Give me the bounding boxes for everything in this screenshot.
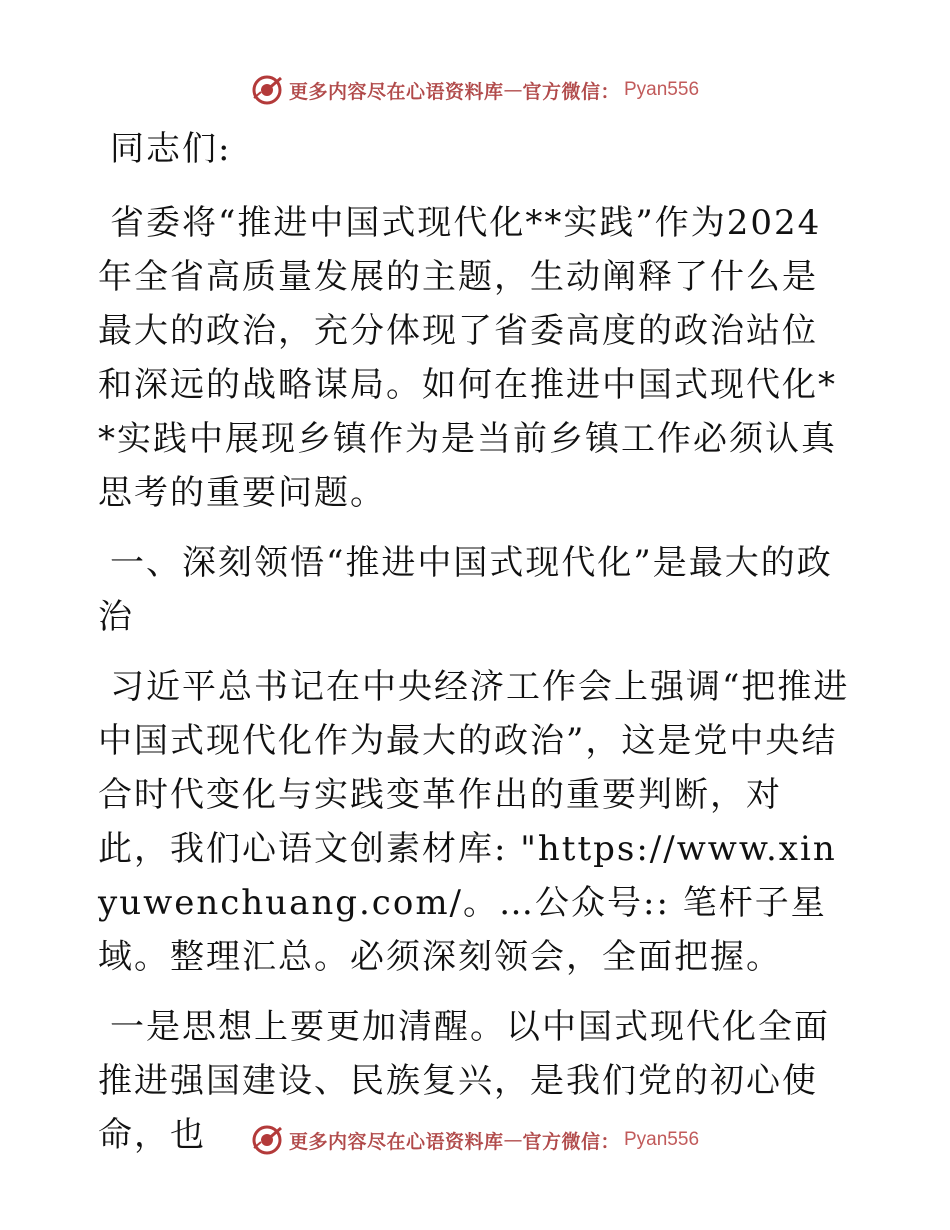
banner-handle: Pyan556 [624,1129,700,1150]
banner-text: 更多内容尽在心语资料库 [288,80,504,103]
paragraph-intro: 省委将“推进中国式现代化**实践”作为2024年全省高质量发展的主题，生动阐释了什么是最大的政治，充分体现了省委高度的政治站位和深远的战略谋局。如何在推进中国式现代化**实践中展现乡镇作为是当前乡镇工作必须认真思考的重要问题。 [98,203,837,513]
paragraph-body: 习近平总书记在中央经济工作会上强调“把推进中国式现代化作为最大的政治”，这是党中央结合时代变化与实践变革作出的重要判断，对此，我们心语文创素材库: "https://www.xinyuwenchuang.com/。…公众号:: 笔杆子星域。整理汇总。必须深刻领会，全面把握。 [98,667,850,977]
salutation: 同志们: [110,129,232,169]
section-heading: 一、深刻领悟“推进中国式现代化”是最大的政治 [98,543,833,637]
logo-icon [251,74,283,106]
logo-icon [251,1124,283,1156]
banner-separator: — [503,79,523,101]
header-banner [0,70,950,110]
banner-text: 更多内容尽在心语资料库 [288,1130,504,1153]
banner-wechat-label: 官方微信： [522,1130,620,1153]
banner-separator: — [503,1129,523,1151]
footer-banner [0,1120,950,1160]
banner-wechat-label: 官方微信： [522,80,620,103]
banner-handle: Pyan556 [624,79,700,100]
document-body [98,122,850,1178]
paragraph-point-one: 一是思想上要更加清醒。以中国式现代化全面推进强国建设、民族复兴，是我们党的初心使命，也 [98,1007,830,1155]
